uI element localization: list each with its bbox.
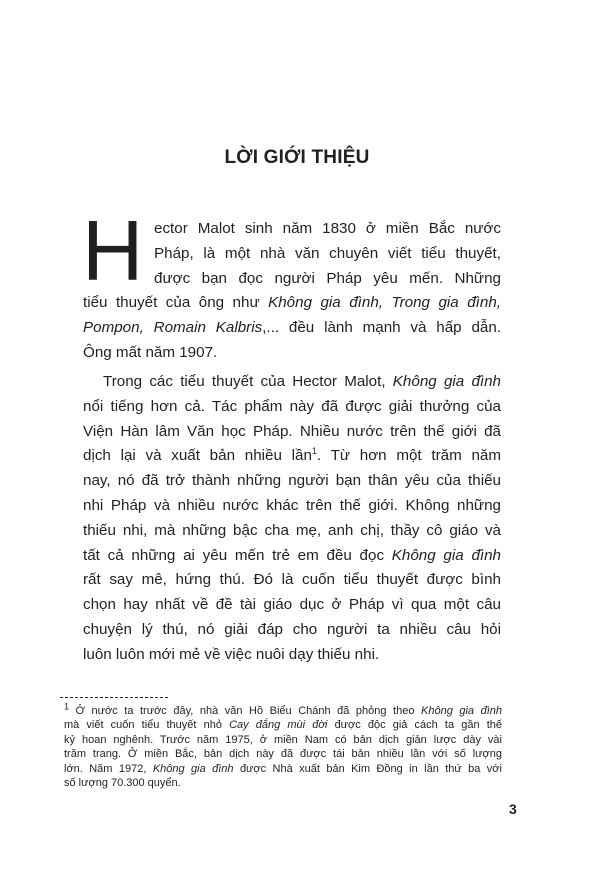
footnote-line: kỷ hoan nghênh. Trước năm 1975, ở miền Nam có bản dịch giản lược dày vài xyxy=(64,733,502,746)
text-line: chuyện lý thú, nó giải đáp cho người ta nhiều câu hỏi xyxy=(83,620,501,638)
italic-book-titles: Pompon, Romain Kalbris xyxy=(83,319,263,337)
text-line xyxy=(83,370,501,395)
text-run: Ở nước ta trước đây, nhà văn Hồ Biểu Chánh đã phỏng theo xyxy=(69,705,422,717)
text-run: Trong các tiểu thuyết của Hector Malot, xyxy=(103,373,393,390)
italic-book-title: Không gia đình xyxy=(391,546,502,564)
page-number: 3 xyxy=(509,801,517,817)
text-line xyxy=(83,544,501,569)
paragraph-1 xyxy=(82,204,502,366)
text-run: lớn. Năm 1972, xyxy=(64,762,153,775)
text-run: dịch lại và xuất bản nhiều lần xyxy=(83,447,312,465)
text-run: được độc giả cách ta gần thế xyxy=(327,719,502,732)
text-run: được Nhà xuất bản Kim Đồng in lần thứ ba với xyxy=(233,762,502,775)
footnote-line: số lượng 70.300 quyển. xyxy=(64,776,181,789)
dropcap-wrapped-lines xyxy=(154,217,501,291)
text-line xyxy=(83,316,501,341)
text-line xyxy=(83,291,501,316)
text-line: Ông mất năm 1907. xyxy=(83,343,218,361)
text-line: nhi Pháp và nhiều nước khác trên thế giới. Không những xyxy=(83,496,501,514)
footnote-separator xyxy=(60,697,168,698)
text-run: ,... đều lành mạnh và hấp dẫn. xyxy=(262,319,502,337)
italic-book-title: Không gia đình xyxy=(392,373,501,390)
footnote-line xyxy=(64,718,502,732)
text-line: được bạn đọc người Pháp yêu mến. Những xyxy=(154,269,501,287)
italic-book-title: Cay đắng mùi đời xyxy=(229,719,328,732)
text-line: nổi tiếng hơn cả. Tác phẩm này đã được giải thưởng của xyxy=(83,397,501,415)
text-line xyxy=(83,444,501,469)
footnote-line: trăm trang. Ở miền Bắc, bản dịch này đã được tái bản nhiều lần với số lượng xyxy=(64,748,502,761)
text-run: tất cả những ai yêu mến trẻ em đều đọc xyxy=(83,546,392,564)
text-line: chọn hay nhất về đề tài giáo dục ở Pháp vì qua một câu xyxy=(83,596,501,614)
text-line: rất say mê, hứng thú. Đó là cuốn tiểu thuyết được bình xyxy=(83,571,501,589)
footnote-reference[interactable]: 1 xyxy=(311,446,317,457)
footnote-mark: 1 xyxy=(64,701,70,712)
text-run: mà viết cuốn tiểu thuyết nhỏ xyxy=(64,719,230,732)
footnote-line xyxy=(64,701,502,718)
text-line: Viện Hàn lâm Văn học Pháp. Nhiều nước trên thế giới đã xyxy=(83,422,501,440)
text-run: tiểu thuyết của ông như xyxy=(83,294,269,312)
text-line: thiếu nhi, mà những bậc cha mẹ, anh chị, thầy cô giáo và xyxy=(83,521,501,539)
footnote xyxy=(64,701,502,790)
text-run: . Từ hơn một trăm năm xyxy=(316,447,502,465)
text-line: luôn luôn mới mẻ về việc nuôi dạy thiếu nhi. xyxy=(83,645,380,663)
chapter-title: LỜI GIỚI THIỆU xyxy=(224,147,370,168)
italic-book-titles: Không gia đình, Trong gia đình, xyxy=(268,294,501,312)
paragraph-2 xyxy=(83,370,501,668)
text-line: Pháp, là một nhà văn chuyên viết tiểu thuyết, xyxy=(154,244,501,262)
footnote-line xyxy=(64,762,502,776)
drop-cap: H xyxy=(82,204,144,299)
italic-book-title: Không gia đình xyxy=(152,762,234,775)
text-line: ector Malot sinh năm 1830 ở miền Bắc nước xyxy=(154,220,501,237)
italic-book-title: Không gia đình xyxy=(421,705,502,717)
text-line: nay, nó đã trở thành những người bạn thân yêu của thiếu xyxy=(83,472,501,490)
